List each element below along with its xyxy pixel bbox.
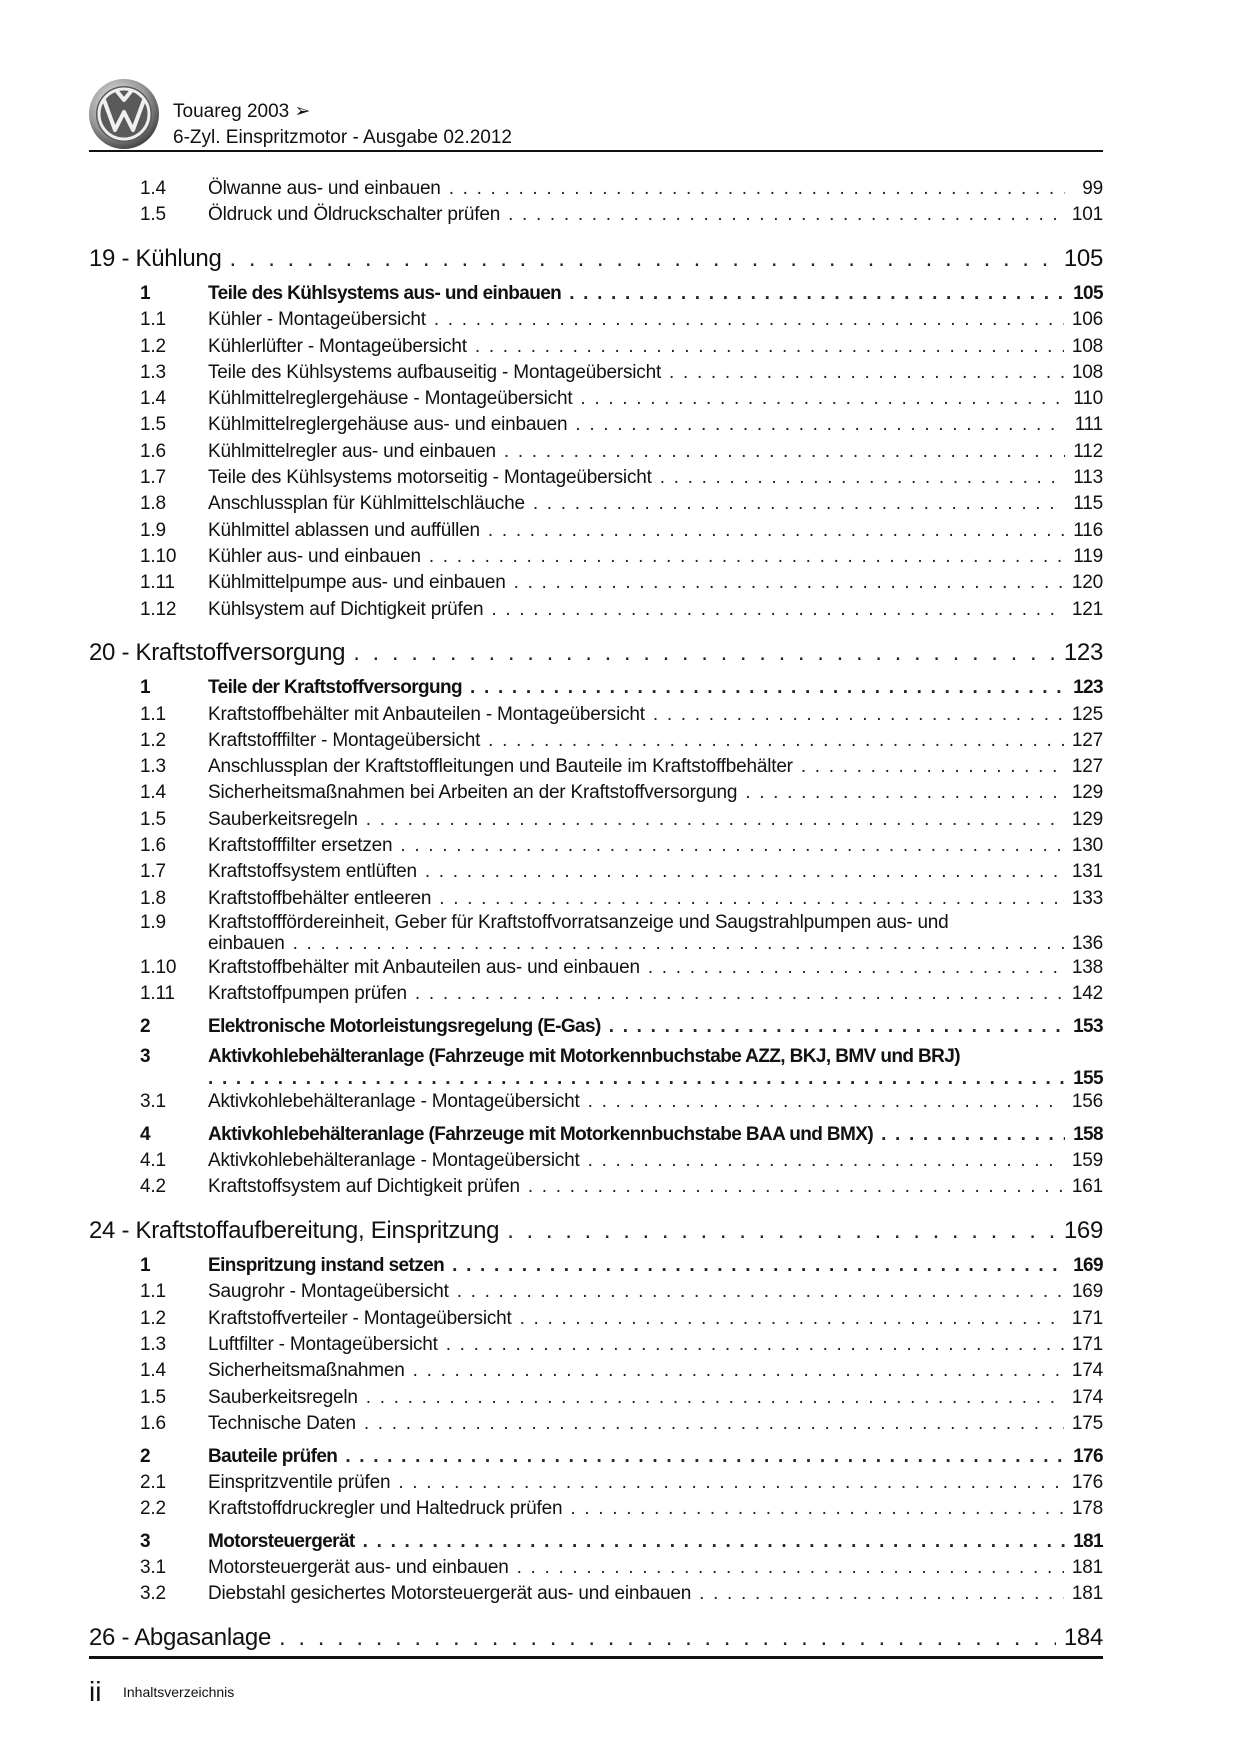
toc-entry[interactable] xyxy=(89,912,1103,933)
dot-leader xyxy=(413,1358,1064,1384)
dot-leader xyxy=(533,491,1065,517)
entry-number: 1 xyxy=(140,677,150,699)
dot-leader xyxy=(470,675,1065,701)
entry-title: Kühlmittelpumpe aus- und einbauen xyxy=(208,572,506,594)
entry-title: Teile der Kraftstoffversorgung xyxy=(208,677,463,699)
dot-leader xyxy=(363,1529,1065,1555)
entry-page-number: 161 xyxy=(1071,1176,1103,1198)
entry-page-number: 155 xyxy=(1073,1067,1103,1089)
dot-leader xyxy=(425,859,1064,885)
entry-title: Anschlussplan für Kühlmittelschläuche xyxy=(208,493,525,515)
entry-page-number: 174 xyxy=(1071,1386,1103,1408)
toc-chapter-entry[interactable] xyxy=(89,242,1103,275)
entry-page-number: 111 xyxy=(1074,414,1103,436)
entry-title: Öldruck und Öldruckschalter prüfen xyxy=(208,204,501,226)
entry-page-number: 178 xyxy=(1071,1498,1103,1520)
toc-entry[interactable] xyxy=(89,1253,1103,1279)
entry-number: 1.1 xyxy=(140,703,166,725)
entry-page-number: 138 xyxy=(1071,956,1103,978)
entry-number: 1.1 xyxy=(140,309,166,331)
toc-entry[interactable] xyxy=(89,1358,1103,1384)
entry-title: Elektronische Motorleistungsregelung (E-Gas) xyxy=(208,1015,601,1037)
entry-title: Diebstahl gesichertes Motorsteuergerät aus- und einbauen xyxy=(208,1583,692,1605)
entry-number: 1.3 xyxy=(140,1334,166,1355)
entry-page-number: 184 xyxy=(1063,1623,1103,1651)
dot-leader xyxy=(366,1385,1064,1411)
entry-title: Sauberkeitsregeln xyxy=(208,1386,358,1408)
entry-title: Sicherheitsmaßnahmen bei Arbeiten an der Kraftstoffversorgung xyxy=(208,782,738,804)
toc-entry[interactable] xyxy=(89,281,1103,307)
entry-page-number: 105 xyxy=(1063,244,1103,272)
header-divider xyxy=(89,150,1103,152)
dot-leader xyxy=(588,1148,1064,1174)
entry-page-number: 174 xyxy=(1071,1360,1103,1382)
entry-title: Kühlerlüfter - Montageübersicht xyxy=(208,335,467,357)
toc-entry[interactable] xyxy=(89,1014,1103,1040)
toc-entry[interactable] xyxy=(89,334,1103,360)
entry-number: 1.9 xyxy=(140,519,166,541)
entry-page-number: 113 xyxy=(1073,467,1103,489)
entry-title: Aktivkohlebehälteranlage (Fahrzeuge mit Motorkennbuchstabe BAA und BMX) xyxy=(208,1123,874,1145)
entry-title: 26 - Abgasanlage xyxy=(89,1623,272,1651)
entry-number: 4.2 xyxy=(140,1176,166,1198)
entry-page-number: 120 xyxy=(1071,572,1103,594)
entry-number: 2.1 xyxy=(140,1471,166,1493)
entry-title: Anschlussplan der Kraftstoffleitungen und Bauteile im Kraftstoffbehälter xyxy=(208,756,793,778)
entry-title: Kühlmittelregler aus- und einbauen xyxy=(208,440,496,462)
entry-page-number: 169 xyxy=(1063,1216,1103,1244)
toc-entry[interactable] xyxy=(89,570,1103,596)
entry-page-number: 129 xyxy=(1071,808,1103,830)
toc-entry[interactable] xyxy=(89,833,1103,859)
entry-page-number: 127 xyxy=(1071,756,1103,778)
entry-title: Kraftstoffsystem auf Dichtigkeit prüfen xyxy=(208,1176,520,1198)
entry-page-number: 171 xyxy=(1071,1307,1103,1329)
footer-section-label: Inhaltsverzeichnis xyxy=(123,1684,235,1700)
entry-page-number: 129 xyxy=(1071,782,1103,804)
entry-title: Kühlmittel ablassen und auffüllen xyxy=(208,519,480,541)
entry-title: Saugrohr - Montageübersicht xyxy=(208,1281,449,1303)
toc-entry[interactable] xyxy=(89,1332,1103,1358)
dot-leader xyxy=(508,202,1064,228)
entry-page-number: 115 xyxy=(1073,493,1103,515)
entry-number: 1.10 xyxy=(140,545,177,567)
toc-entry[interactable] xyxy=(89,1385,1103,1411)
dot-leader xyxy=(745,780,1064,806)
toc-entry[interactable] xyxy=(89,886,1103,912)
toc-entry[interactable] xyxy=(89,1089,1103,1115)
dot-leader xyxy=(279,1621,1056,1654)
toc-entry[interactable] xyxy=(89,981,1103,1007)
toc-entry-continuation[interactable] xyxy=(89,1068,1103,1089)
entry-page-number: 181 xyxy=(1071,1557,1103,1579)
toc-entry[interactable] xyxy=(89,544,1103,570)
dot-leader xyxy=(429,544,1065,570)
entry-number: 1.1 xyxy=(140,1281,166,1303)
entry-title: Kraftstoffbehälter mit Anbauteilen aus- und einbauen xyxy=(208,956,640,978)
document-title: Touareg 2003 ➢ xyxy=(173,101,311,122)
entry-page-number: 158 xyxy=(1073,1123,1103,1145)
entry-number: 1.5 xyxy=(140,414,166,436)
dot-leader xyxy=(366,807,1064,833)
entry-number: 1.2 xyxy=(140,729,166,751)
dot-leader xyxy=(520,1306,1064,1332)
entry-page-number: 101 xyxy=(1071,204,1103,226)
entry-title: Motorsteuergerät aus- und einbauen xyxy=(208,1557,509,1579)
entry-title: Sicherheitsmaßnahmen xyxy=(208,1360,405,1382)
toc-chapter-entry[interactable] xyxy=(89,636,1103,669)
toc-entry[interactable] xyxy=(89,491,1103,517)
toc-entry[interactable] xyxy=(89,807,1103,833)
entry-page-number: 125 xyxy=(1071,703,1103,725)
entry-page-number: 131 xyxy=(1071,861,1103,883)
dot-leader xyxy=(475,334,1064,360)
entry-title: Kraftstoffverteiler - Montageübersicht xyxy=(208,1307,512,1329)
dot-leader xyxy=(570,1496,1064,1522)
toc-entry[interactable] xyxy=(89,702,1103,728)
dot-leader xyxy=(588,1089,1064,1115)
entry-page-number: 169 xyxy=(1073,1255,1103,1277)
entry-page-number: 116 xyxy=(1073,519,1103,541)
dot-leader xyxy=(434,307,1064,333)
toc-entry[interactable] xyxy=(89,859,1103,885)
entry-number: 3.2 xyxy=(140,1583,166,1605)
entry-title: Kraftstoffbehälter entleeren xyxy=(208,887,432,909)
entry-number: 1.5 xyxy=(140,204,166,226)
entry-number: 1.6 xyxy=(140,835,166,857)
entry-title: Teile des Kühlsystems aus- und einbauen xyxy=(208,282,562,304)
toc-entry[interactable] xyxy=(89,518,1103,544)
entry-number: 1.12 xyxy=(140,598,177,620)
entry-page-number: 176 xyxy=(1071,1471,1103,1493)
entry-title: Einspritzung instand setzen xyxy=(208,1255,445,1277)
toc-entry[interactable] xyxy=(89,1279,1103,1305)
entry-title: 20 - Kraftstoffversorgung xyxy=(89,638,346,666)
dot-leader xyxy=(353,636,1056,669)
entry-number: 3.1 xyxy=(140,1557,166,1579)
toc-entry[interactable] xyxy=(89,1174,1103,1200)
table-of-contents xyxy=(89,176,1103,1657)
entry-number: 1.6 xyxy=(140,1412,166,1434)
entry-title: Teile des Kühlsystems aufbauseitig - Montageübersicht xyxy=(208,361,662,383)
document-subtitle: 6-Zyl. Einspritzmotor - Ausgabe 02.2012 xyxy=(173,127,513,148)
dot-leader xyxy=(507,1214,1056,1247)
dot-leader xyxy=(230,242,1056,275)
toc-entry[interactable] xyxy=(89,1444,1103,1470)
entry-number: 3 xyxy=(140,1046,150,1068)
entry-title: Einspritzventile prüfen xyxy=(208,1471,391,1493)
entry-title: Aktivkohlebehälteranlage - Montageübersicht xyxy=(208,1091,580,1113)
entry-page-number: 130 xyxy=(1071,835,1103,857)
toc-entry-continuation[interactable] xyxy=(89,933,1103,954)
entry-title: Kühler aus- und einbauen xyxy=(208,545,421,567)
toc-entry[interactable] xyxy=(89,1470,1103,1496)
dot-leader xyxy=(452,1253,1065,1279)
entry-number: 1 xyxy=(140,282,150,304)
toc-entry[interactable] xyxy=(89,386,1103,412)
dot-leader xyxy=(569,281,1065,307)
entry-number: 1.9 xyxy=(140,911,166,933)
toc-entry[interactable] xyxy=(89,1581,1103,1607)
toc-chapter-entry[interactable] xyxy=(89,1214,1103,1247)
dot-leader xyxy=(575,412,1065,438)
entry-number: 1.4 xyxy=(140,178,166,199)
dot-leader xyxy=(488,518,1065,544)
entry-number: 1.11 xyxy=(140,572,175,594)
dot-leader xyxy=(488,728,1064,754)
dot-leader xyxy=(400,833,1064,859)
toc-entry[interactable] xyxy=(89,439,1103,465)
entry-page-number: 121 xyxy=(1071,598,1103,620)
entry-page-number: 108 xyxy=(1071,361,1103,383)
entry-number: 2.2 xyxy=(140,1498,166,1520)
dot-leader xyxy=(293,933,1064,954)
toc-entry[interactable] xyxy=(89,675,1103,701)
page-number: ii xyxy=(89,1676,102,1707)
toc-entry[interactable] xyxy=(89,1306,1103,1332)
dot-leader xyxy=(699,1581,1064,1607)
entry-page-number: 142 xyxy=(1071,982,1103,1004)
entry-title: Aktivkohlebehälteranlage - Montageübersicht xyxy=(208,1150,580,1172)
toc-entry[interactable] xyxy=(89,1555,1103,1581)
dot-leader xyxy=(580,386,1065,412)
dot-leader xyxy=(446,1332,1064,1358)
entry-title: Aktivkohlebehälteranlage (Fahrzeuge mit Motorkennbuchstabe AZZ, BKJ, BMV und BRJ) xyxy=(208,1046,960,1068)
entry-title: Luftfilter - Montageübersicht xyxy=(208,1334,438,1355)
dot-leader xyxy=(653,702,1064,728)
entry-number: 1.7 xyxy=(140,861,166,883)
toc-entry[interactable] xyxy=(89,754,1103,780)
entry-page-number: 108 xyxy=(1071,335,1103,357)
entry-number: 1.4 xyxy=(140,388,166,410)
dot-leader xyxy=(449,176,1065,202)
toc-entry[interactable] xyxy=(89,1529,1103,1555)
toc-entry[interactable] xyxy=(89,360,1103,386)
entry-page-number: 156 xyxy=(1071,1091,1103,1113)
entry-page-number: 171 xyxy=(1071,1334,1103,1355)
toc-entry[interactable] xyxy=(89,176,1103,202)
toc-chapter-entry[interactable] xyxy=(89,1621,1103,1654)
entry-number: 1 xyxy=(140,1255,150,1277)
entry-page-number: 175 xyxy=(1071,1412,1103,1434)
dot-leader xyxy=(801,754,1064,780)
toc-entry[interactable] xyxy=(89,1122,1103,1148)
dot-leader xyxy=(528,1174,1064,1200)
entry-title: Motorsteuergerät xyxy=(208,1530,355,1552)
entry-number: 2 xyxy=(140,1015,150,1037)
entry-title: 24 - Kraftstoffaufbereitung, Einspritzung xyxy=(89,1216,500,1244)
toc-entry[interactable] xyxy=(89,597,1103,623)
entry-number: 1.4 xyxy=(140,782,166,804)
entry-page-number: 136 xyxy=(1071,933,1103,955)
entry-page-number: 123 xyxy=(1073,677,1103,699)
dot-leader xyxy=(504,439,1065,465)
entry-page-number: 159 xyxy=(1071,1150,1103,1172)
entry-number: 1.5 xyxy=(140,808,166,830)
entry-number: 1.10 xyxy=(140,956,177,978)
toc-entry[interactable] xyxy=(89,1411,1103,1437)
entry-number: 1.3 xyxy=(140,756,166,778)
toc-entry[interactable] xyxy=(89,728,1103,754)
entry-title: Bauteile prüfen xyxy=(208,1445,338,1467)
dot-leader xyxy=(439,886,1064,912)
dot-leader xyxy=(609,1014,1065,1040)
entry-page-number: 153 xyxy=(1073,1015,1103,1037)
dot-leader xyxy=(364,1411,1064,1437)
entry-number: 1.7 xyxy=(140,467,166,489)
entry-page-number: 119 xyxy=(1073,545,1103,567)
entry-number: 1.4 xyxy=(140,1360,166,1382)
entry-title: Kühler - Montageübersicht xyxy=(208,309,426,331)
toc-entry[interactable] xyxy=(89,412,1103,438)
entry-number: 1.8 xyxy=(140,887,166,909)
entry-title: Kraftstoffpumpen prüfen xyxy=(208,982,407,1004)
entry-number: 3 xyxy=(140,1530,150,1552)
vw-logo xyxy=(88,78,160,150)
entry-number: 1.2 xyxy=(140,1307,166,1329)
dot-leader xyxy=(669,360,1064,386)
dot-leader xyxy=(660,465,1065,491)
toc-entry[interactable] xyxy=(89,465,1103,491)
entry-title: Kraftstoffsystem entlüften xyxy=(208,861,417,883)
entry-number: 1.6 xyxy=(140,440,166,462)
entry-page-number: 123 xyxy=(1063,638,1103,666)
entry-title: Sauberkeitsregeln xyxy=(208,808,358,830)
entry-title: Ölwanne aus- und einbauen xyxy=(208,178,441,199)
entry-page-number: 105 xyxy=(1073,282,1103,304)
entry-title: Kraftstoffdruckregler und Haltedruck prüfen xyxy=(208,1498,563,1520)
entry-page-number: 169 xyxy=(1071,1281,1103,1303)
entry-number: 3.1 xyxy=(140,1091,166,1113)
entry-title: 19 - Kühlung xyxy=(89,244,222,272)
toc-entry[interactable] xyxy=(89,1496,1103,1522)
entry-number: 1.8 xyxy=(140,493,166,515)
toc-entry[interactable] xyxy=(89,202,1103,228)
entry-number: 4.1 xyxy=(140,1150,166,1172)
entry-page-number: 133 xyxy=(1071,887,1103,909)
entry-title: Kraftstoffbehälter mit Anbauteilen - Montageübersicht xyxy=(208,703,645,725)
entry-number: 1.2 xyxy=(140,335,166,357)
dot-leader xyxy=(517,1555,1064,1581)
entry-page-number: 176 xyxy=(1073,1445,1103,1467)
entry-number: 1.3 xyxy=(140,361,166,383)
dot-leader xyxy=(457,1279,1064,1305)
dot-leader xyxy=(345,1444,1065,1470)
toc-entry[interactable] xyxy=(89,307,1103,333)
entry-title: Kühlsystem auf Dichtigkeit prüfen xyxy=(208,598,484,620)
entry-page-number: 181 xyxy=(1073,1530,1103,1552)
entry-title: Kühlmittelreglergehäuse aus- und einbauen xyxy=(208,414,568,436)
toc-entry[interactable] xyxy=(89,1148,1103,1174)
entry-number: 2 xyxy=(140,1445,150,1467)
entry-page-number: 112 xyxy=(1073,440,1103,462)
toc-entry[interactable] xyxy=(89,955,1103,981)
entry-title: Kraftstofffilter ersetzen xyxy=(208,835,393,857)
toc-entry[interactable] xyxy=(89,780,1103,806)
dot-leader xyxy=(398,1470,1064,1496)
dot-leader xyxy=(648,955,1064,981)
dot-leader xyxy=(208,1068,1065,1089)
entry-title: Kühlmittelreglergehäuse - Montageübersicht xyxy=(208,388,573,410)
toc-entry[interactable] xyxy=(89,1046,1103,1067)
entry-page-number: 99 xyxy=(1082,178,1103,199)
entry-title: Teile des Kühlsystems motorseitig - Montageübersicht xyxy=(208,467,652,489)
entry-page-number: 110 xyxy=(1073,388,1103,410)
entry-page-number: 106 xyxy=(1071,309,1103,331)
entry-number: 1.5 xyxy=(140,1386,166,1408)
dot-leader xyxy=(415,981,1064,1007)
entry-page-number: 127 xyxy=(1071,729,1103,751)
dot-leader xyxy=(491,597,1064,623)
entry-title-continuation: einbauen xyxy=(208,933,285,955)
entry-title: Kraftstofffilter - Montageübersicht xyxy=(208,729,481,751)
footer-divider xyxy=(89,1656,1103,1659)
entry-title: Kraftstofffördereinheit, Geber für Kraftstoffvorratsanzeige und Saugstrahlpumpen aus- und xyxy=(208,911,949,933)
entry-number: 1.11 xyxy=(140,982,175,1004)
dot-leader xyxy=(881,1122,1065,1148)
dot-leader xyxy=(514,570,1064,596)
entry-number: 4 xyxy=(140,1123,150,1145)
entry-title: Technische Daten xyxy=(208,1412,356,1434)
entry-page-number: 181 xyxy=(1071,1583,1103,1605)
